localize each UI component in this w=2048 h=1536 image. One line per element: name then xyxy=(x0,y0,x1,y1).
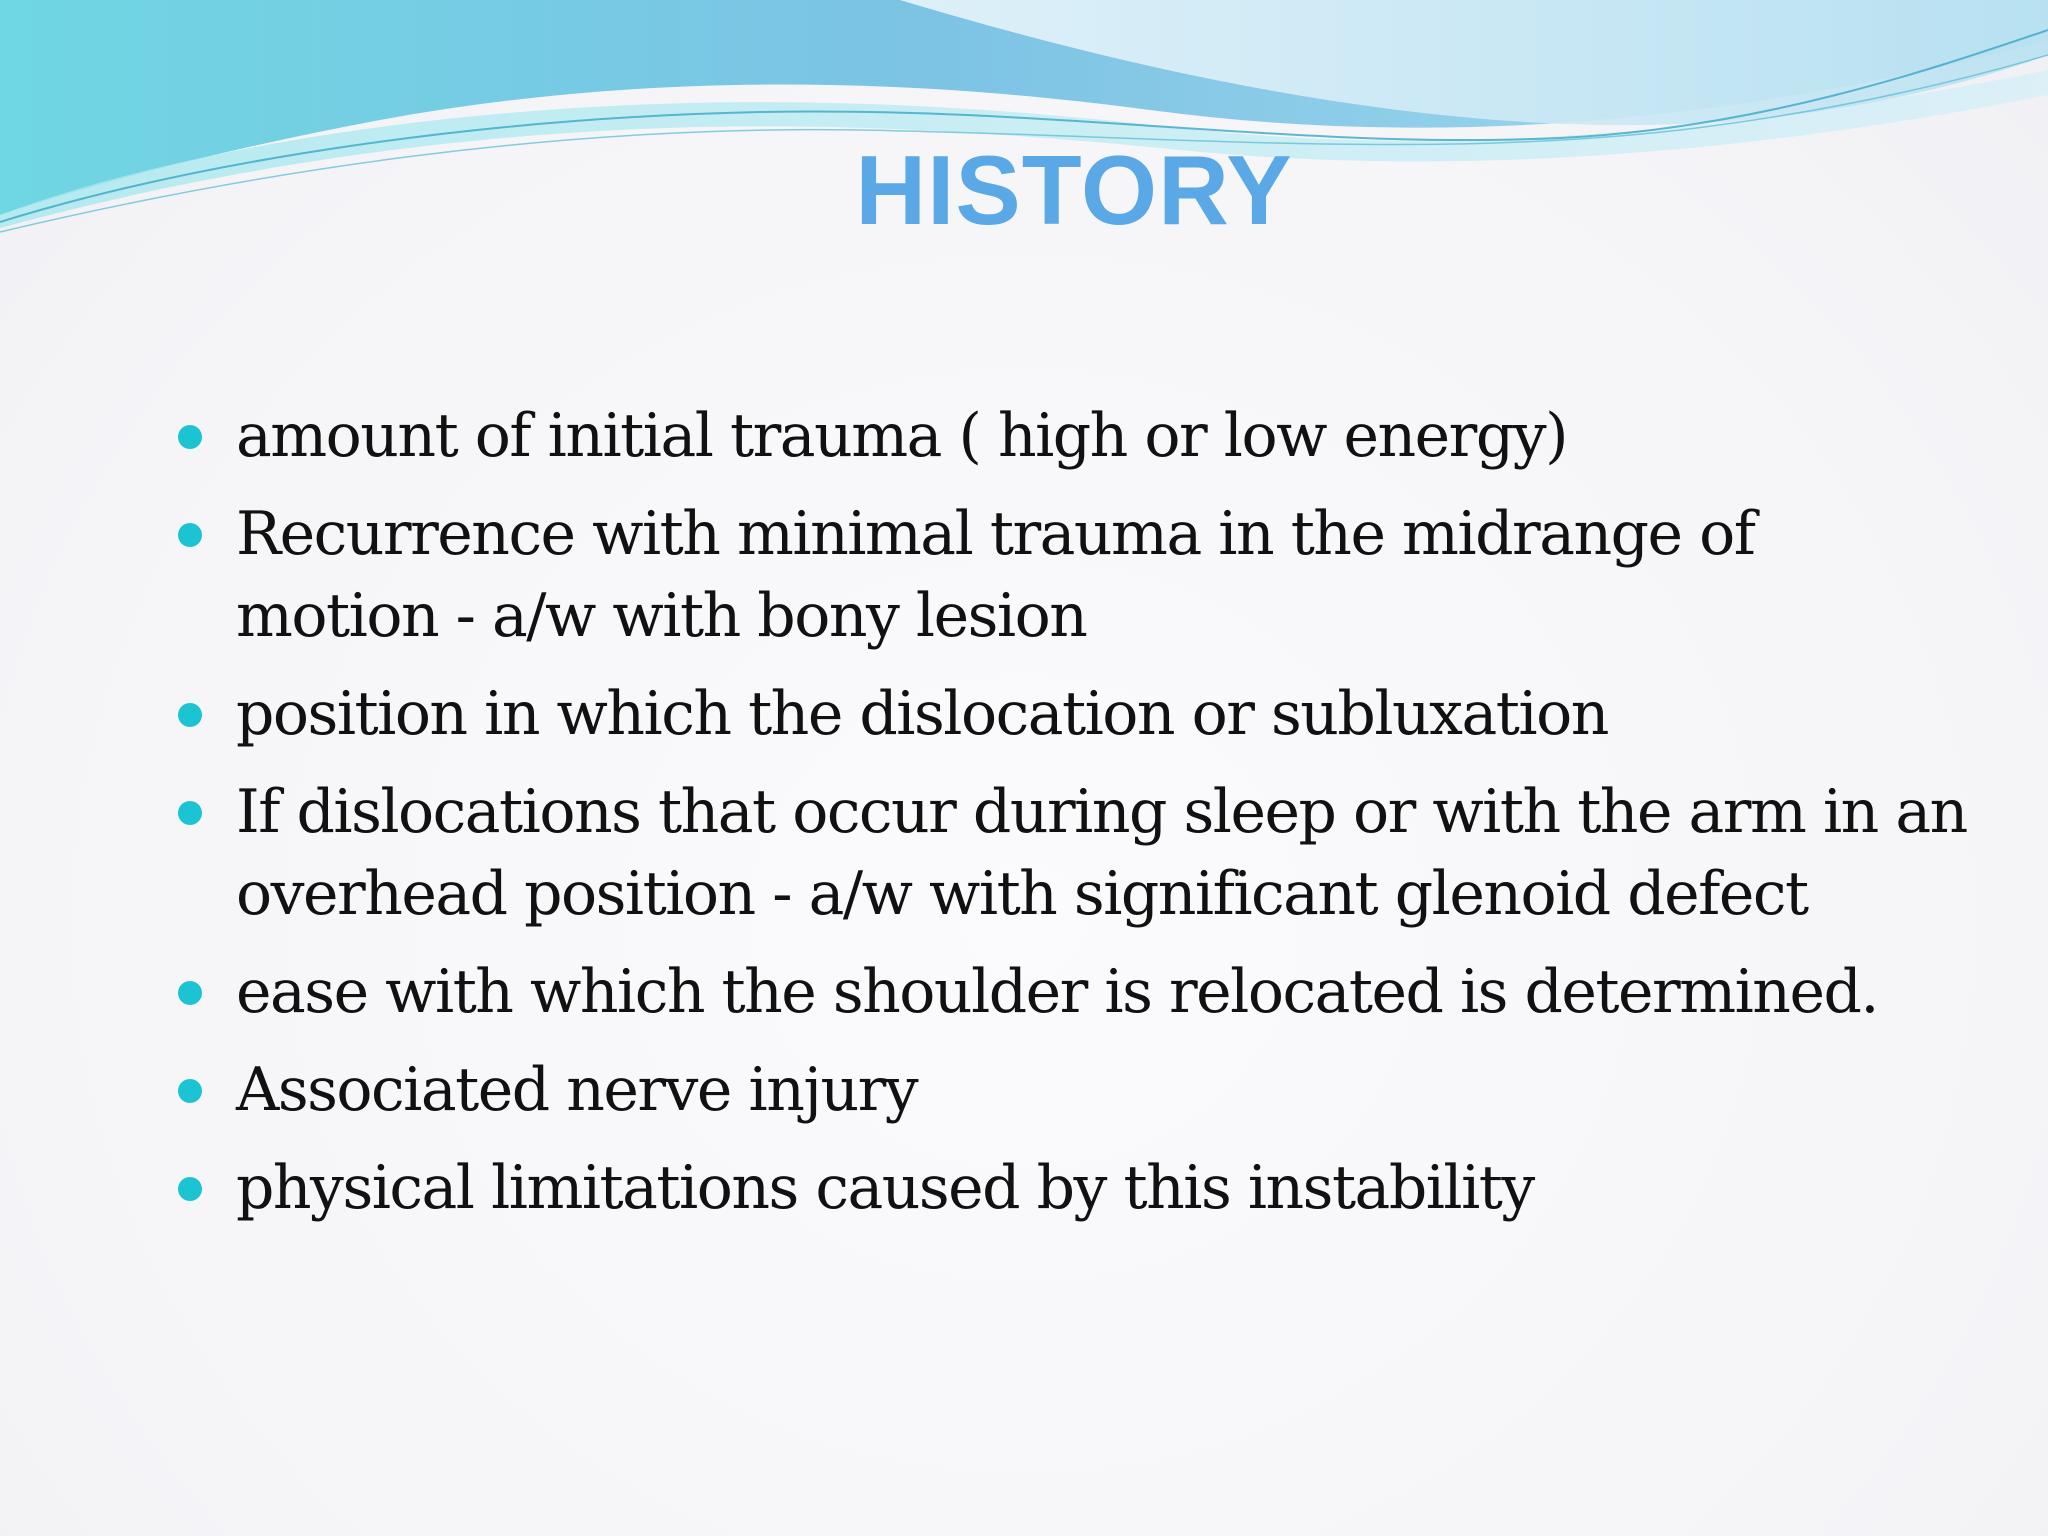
bullet-dot-icon xyxy=(178,981,202,1005)
bullet-text: Associated nerve injury xyxy=(236,1055,918,1125)
bullet-list xyxy=(170,395,1970,1245)
bullet-text: amount of initial trauma ( high or low energy) xyxy=(236,401,1568,471)
bullet-dot-icon xyxy=(178,703,202,727)
bullet-text: ease with which the shoulder is relocated is determined. xyxy=(236,957,1878,1027)
bullet-text: If dislocations that occur during sleep or with the arm in an overhead position - a/w with significant glenoid defect xyxy=(236,777,1967,929)
list-item xyxy=(170,395,1970,477)
bullet-text: Recurrence with minimal trauma in the midrange of motion - a/w with bony lesion xyxy=(236,499,1755,651)
bullet-dot-icon xyxy=(178,1079,202,1103)
bullet-text: position in which the dislocation or subluxation xyxy=(236,679,1608,749)
list-item xyxy=(170,1147,1970,1229)
bullet-dot-icon xyxy=(178,1177,202,1201)
bullet-dot-icon xyxy=(178,801,202,825)
bullet-text: physical limitations caused by this instability xyxy=(236,1153,1534,1223)
list-item xyxy=(170,1049,1970,1131)
bullet-dot-icon xyxy=(178,523,202,547)
slide-title: HISTORY xyxy=(855,135,1293,245)
list-item xyxy=(170,771,1970,935)
list-item xyxy=(170,951,1970,1033)
list-item xyxy=(170,673,1970,755)
bullet-dot-icon xyxy=(178,425,202,449)
list-item xyxy=(170,493,1970,657)
